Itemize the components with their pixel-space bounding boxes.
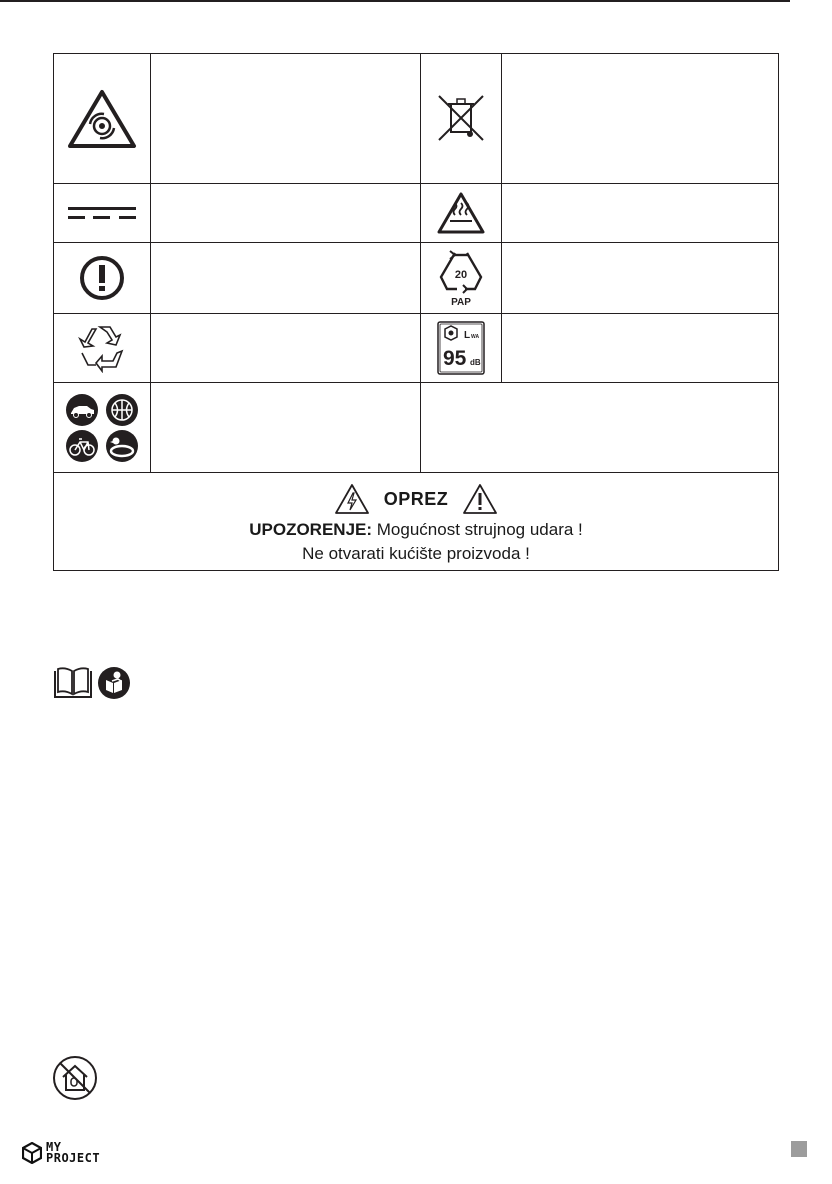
not-a-toy-text	[151, 383, 421, 473]
pap-material: PAP	[451, 297, 471, 308]
direct-current-icon	[54, 184, 151, 243]
brand-line1: MY	[46, 1140, 62, 1154]
not-a-toy-icon	[54, 383, 151, 473]
warning-text: Mogućnost strujnog udara !	[372, 520, 583, 539]
sound-power-text	[502, 314, 778, 383]
weee-text	[502, 54, 778, 184]
sound-power-label-sub: WA	[471, 334, 480, 340]
brand-name	[46, 1142, 100, 1164]
page-marker	[791, 1141, 807, 1157]
sound-power-icon	[421, 314, 502, 383]
direct-current-text	[151, 184, 421, 243]
warning-label: UPOZORENJE:	[249, 520, 373, 539]
do-not-open-line: Ne otvarati kućište proizvoda !	[302, 544, 530, 563]
indoor-use-only-icon	[52, 1055, 98, 1106]
attention-exclamation-icon	[54, 243, 151, 314]
cube-logo-icon	[22, 1142, 42, 1164]
caution-panel	[54, 473, 778, 570]
symbol-table	[53, 53, 779, 571]
recycling-text	[151, 314, 421, 383]
read-manual-icon	[97, 666, 131, 700]
attention-text	[151, 243, 421, 314]
manual-icons	[53, 666, 131, 700]
brand-logo	[22, 1142, 100, 1164]
brand-line2: PROJECT	[46, 1151, 101, 1165]
hot-surface-warning-icon	[421, 184, 502, 243]
open-book-icon	[53, 667, 93, 699]
moving-parts-text	[151, 54, 421, 184]
recycling-icon	[54, 314, 151, 383]
warning-line	[54, 520, 778, 540]
pap-20-recycling-icon	[421, 243, 502, 314]
hot-surface-text	[502, 184, 778, 243]
sound-power-value: 95	[443, 347, 467, 370]
empty-cell	[421, 383, 778, 473]
caution-header	[54, 483, 778, 515]
weee-crossed-bin-icon	[421, 54, 502, 184]
moving-parts-warning-icon	[54, 54, 151, 184]
electric-shock-warning-icon	[334, 483, 370, 515]
top-rule	[0, 0, 790, 2]
sound-power-unit: dB	[470, 358, 481, 367]
sound-power-label: L	[464, 330, 471, 341]
caution-title: OPREZ	[383, 488, 449, 509]
pap-text	[502, 243, 778, 314]
general-warning-icon	[462, 483, 498, 515]
pap-code: 20	[454, 269, 468, 281]
